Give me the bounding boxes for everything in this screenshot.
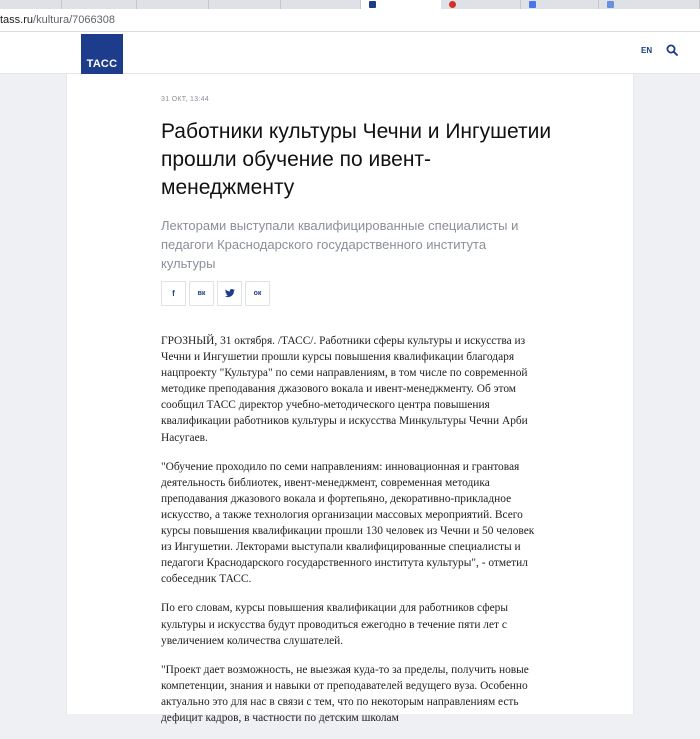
ok-icon: ок (253, 290, 262, 297)
browser-tab[interactable] (0, 0, 62, 9)
browser-tab-active[interactable] (361, 0, 441, 9)
search-icon[interactable] (666, 44, 678, 56)
language-switch-link[interactable]: EN (641, 46, 653, 55)
browser-tab-strip (0, 0, 700, 9)
share-twitter-button[interactable] (217, 281, 242, 306)
blue-favicon-icon (607, 1, 614, 8)
browser-tab[interactable] (209, 0, 281, 9)
share-vk-button[interactable] (189, 281, 214, 306)
logo-text: ТАСС (86, 58, 118, 70)
url-host: tass.ru (0, 14, 34, 26)
article-date: 31 ОКТ, 13:44 (161, 96, 210, 103)
url-path: /kultura/7066308 (33, 14, 115, 26)
article-paragraph: ГРОЗНЫЙ, 31 октября. /ТАСС/. Работники сферы культуры и искусства из Чечни и Ингушетии прошли курсы повышения квалификации благодаря нацпроекту "Культура" по семи направлениям, в том числе по современной методике преподавания джазового вокала и ивент-менеджменту. Об этом сообщил ТАСС директор учебно-методического центра повышения квалификации работников культуры и искусства Минкультуры Чечни Арби Насугаев. (161, 335, 528, 444)
article-lead: Лекторами выступали квалифицированные специалисты и педагоги Краснодарского государственного института культуры (161, 218, 519, 271)
tass-logo[interactable] (81, 34, 123, 74)
blue-favicon-icon (529, 1, 536, 8)
browser-tab[interactable] (599, 0, 700, 9)
browser-tab[interactable] (441, 0, 521, 9)
twitter-icon (225, 289, 235, 298)
share-facebook-button[interactable] (161, 281, 186, 306)
address-bar[interactable] (0, 9, 700, 32)
url-text[interactable] (0, 14, 115, 26)
facebook-icon: f (172, 289, 175, 298)
article-body (161, 333, 539, 739)
red-favicon-icon (449, 1, 456, 8)
browser-tab[interactable] (521, 0, 599, 9)
site-header (0, 32, 700, 74)
browser-tab[interactable] (281, 0, 361, 9)
vk-icon: вк (197, 290, 206, 297)
tass-favicon-icon (369, 1, 376, 8)
article-paragraph: По его словам, курсы повышения квалификации для работников сферы культуры и искусства будут проводиться ежегодно в течение пяти лет с увеличением количества слушателей. (161, 602, 509, 647)
article-paragraph: "Проект дает возможность, не выезжая куда-то за пределы, получить новые компетенции, знания и навыки от преподавателей ведущего вуза. Особенно актуально это для нас в связи с тем, что по некоторым направлениям есть дефицит кадров, в частности по детским школам (161, 663, 529, 724)
article-paragraph: "Обучение проходило по семи направлениям: инновационная и грантовая деятельность библиотек, ивент-менеджмент, современная методика преподавания джазового вокала и фортепьяно, декоративно-прикладное искусство, а также технология организации массовых мероприятий. Всего курсы повышения квалификации прошли 130 человек из Чечни и 50 человек из Ингушетии. Лекторами выступали квалифицированные специалисты и педагоги Краснодарского государственного института культуры", - отметил собеседник ТАСС. (161, 460, 535, 586)
share-buttons (161, 281, 270, 306)
browser-tab[interactable] (62, 0, 137, 9)
article-title: Работники культуры Чечни и Ингушетии прошли обучение по ивент-менеджменту (161, 120, 552, 199)
browser-tab[interactable] (137, 0, 209, 9)
share-ok-button[interactable] (245, 281, 270, 306)
